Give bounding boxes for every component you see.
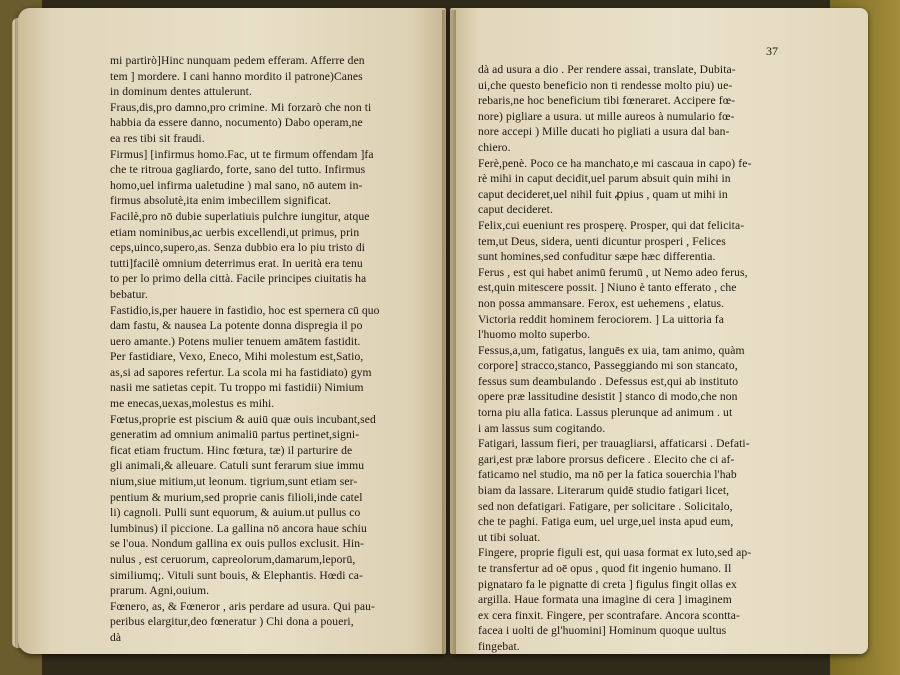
right-page-text-line: est,quin mitescere possit. ] Niuno è tanto efferato , che xyxy=(478,281,737,295)
left-page-text-line: generatim ad omnium animaliū partus pertinet,signi- xyxy=(110,428,360,442)
right-page-text-line: Fatigari, lassum fieri, per trauagliarsi, affaticarsi . Defati- xyxy=(478,437,750,451)
left-page-text-line: Firmus] [infirmus homo.Fac, ut te firmum offendam ]fa xyxy=(110,147,374,161)
right-page-text-line: chiero. xyxy=(478,140,511,154)
right-page-text-line: tem,ut Deus, sidera, uenti dicuntur prosperi , Felices xyxy=(478,234,726,248)
right-page xyxy=(450,8,868,654)
left-page-text-line: etiam nominibus,ac uerbis excellendi,ut primus, prin xyxy=(110,225,360,239)
right-page-text-line: rebaris,ne hoc beneficium tibi fœneraret. Accipere fœ- xyxy=(478,94,736,108)
right-page-text-line: Victoria reddit hominem ferociorem. ] La uittoria fa xyxy=(478,312,724,326)
left-page-text-line: tutti]facilè omnium deterrimus erat. In uerità era tenu xyxy=(110,256,363,270)
left-page-text-line: habbia da essere danno, nocumento) Dabo operam,ne xyxy=(110,116,363,130)
left-page-text-line: bebatur. xyxy=(110,287,148,301)
page-number: 37 xyxy=(766,44,778,58)
left-page-text-line: peribus elargitur,deo fœneratur ) Chi dona a poueri, xyxy=(110,615,354,629)
right-page-text-line: rè mihi in caput decidit,uel parum absuit quin mihi in xyxy=(478,172,731,186)
left-page-text-line: prarum. Agni,ouium. xyxy=(110,584,210,598)
right-page-text-line: Fingere, proprie figuli est, qui uasa format ex luto,sed ap- xyxy=(478,546,752,560)
left-page-text-line: che te ritroua gagliardo, forte, sano del tutto. Infirmus xyxy=(110,163,366,177)
left-page-text-line: Per fastidiare, Vexo, Eneco, Mihi molestum est,Satio, xyxy=(110,350,364,364)
right-page-text-line: te transfertur ad oē opus , quod fit ingenio humano. Il xyxy=(478,562,732,575)
left-page-text-line: Fastidio,is,per hauere in fastidio, hoc est spernera cū quo xyxy=(110,303,380,317)
left-page-text-line: gli animali,& alleuare. Catuli sunt ferarum siue immu xyxy=(110,459,365,473)
right-page-text-line: non possa ammansare. Ferox, est uehemens , elatus. xyxy=(478,296,725,310)
left-page-text-line: dam fastu, & nausea La potente donna dispregia il po xyxy=(110,319,363,333)
right-page-text-line: dà ad usura a dio . Per rendere assai, translate, Dubita- xyxy=(478,63,736,76)
left-page-text-line: Fraus,dis,pro damno,pro crimine. Mi forzarò che non ti xyxy=(110,100,372,114)
right-page-text-line: opere præ lassitudine desistit ] stanco di modo,che non xyxy=(478,390,738,404)
left-page-text-line: Fœnero, as, & Fœneror , aris perdare ad usura. Qui pau- xyxy=(110,599,375,613)
left-page-text-line: ceps,uinco,supero,as. Senza dubbio era lo piu tristo di xyxy=(110,241,366,255)
left-page-text-line: firmus absolutè,ita enim imbecillem significat. xyxy=(110,194,332,208)
right-page-text-line: biam da lassare. Literarum quidē studio fatigari licet, xyxy=(478,484,730,498)
left-page-text-line: ea res tibi sit fraudi. xyxy=(110,131,205,145)
left-page-text-line: mi partirò]Hinc nunquam pedem efferam. Afferre den xyxy=(110,54,365,67)
open-book xyxy=(18,8,868,663)
left-page-text-line: nasii me satietas cepit. Tu troppo mi fastidii) Nimium xyxy=(110,381,364,395)
left-page-text-line: lumbinus) il piccione. La gallina nō ancora haue schiu xyxy=(110,521,367,535)
right-page-text-line: facea i uolti de gl'huomini] Hominum quoque uultus xyxy=(478,624,727,638)
right-page-text xyxy=(478,62,751,654)
left-page-text-line: in dominum dentes attulerunt. xyxy=(110,85,253,99)
right-page-text-line: caput decideret,uel nihil fuit ꝓpius , quam ut mihi in xyxy=(478,187,728,201)
right-page-text-line: ui,che questo beneficio non ti rendesse molto piu) ue- xyxy=(478,78,733,92)
right-page-text-line: sed non defatigari. Fatigare, per solicitare . Solicitalo, xyxy=(478,499,733,513)
right-page-text-line: fessus sum deambulando . Defessus est,qui ab instituto xyxy=(478,374,739,388)
left-page-text-line: Facilè,pro nō dubie superlatiuis pulchre iungitur, atque xyxy=(110,209,370,223)
left-page-text-line: dà xyxy=(110,630,122,644)
left-page-text-line: to per lo primo della città. Facile principes ciuitatis ha xyxy=(110,272,367,286)
right-page-text-line: corpore] stracco,stanco, Passeggiando mi son stancato, xyxy=(478,359,738,373)
left-page-text-line: se l'oua. Nondum gallina ex ouis pullos exclusit. Hin- xyxy=(110,537,365,551)
right-page-text-line: sunt homines,sed confuditur sæpe hæc differentia. xyxy=(478,250,716,264)
left-page-text-line: nulus , est ceruorum, capreolorum,damarum,leporū, xyxy=(110,553,356,566)
right-page-text-line: argilla. Haue formata una imagine di cera ] imaginem xyxy=(478,593,732,607)
right-page-text-line: nore) pigliare a usura. ut mille aureos à numulario fœ- xyxy=(478,109,735,123)
left-page-text-line: li) cagnoli. Pulli sunt equorum, & auium.ut pullus co xyxy=(110,506,361,520)
right-page-text-line: ex cera finxit. Fingere, per scontrafare. Ancora scontta- xyxy=(478,608,740,622)
left-page xyxy=(18,8,446,654)
right-page-text-line: Ferus , est qui habet animū ferumū , ut Nemo adeo ferus, xyxy=(478,265,748,279)
right-page-text-line: che te paghi. Fatiga eum, uel urge,uel insta apud eum, xyxy=(478,515,734,529)
right-page-text-line: faticamo nel studio, ma nō per la fatica souerchia l'hab xyxy=(478,468,737,482)
right-page-text-line: l'huomo molto superbo. xyxy=(478,328,591,342)
left-page-text-line: Fœtus,proprie est piscium & auiū quæ ouis incubant,sed xyxy=(110,412,376,426)
right-page-text-line: torna piu alla fatica. Lassus plerunque ad animum . ut xyxy=(478,406,733,420)
right-page-text-line: Felix,cui eueniunt res prosperę. Prosper, qui dat felicita- xyxy=(478,218,745,232)
left-page-text-line: nium,siue mitium,ut leonum. tigrium,sunt etiam ser- xyxy=(110,475,358,489)
left-page-text-line: as,si ad sapores refertur. La scola mi ha fastidiato) gym xyxy=(110,365,372,379)
right-page-text-line: gari,est præ labore prorsus deficere . Elecito che ci af- xyxy=(478,452,735,466)
right-page-text-line: Fessus,a,um, fatigatus, languēs ex uia, tam animo, quàm xyxy=(478,343,745,357)
left-page-text-line: homo,uel infirma ualetudine ) mal sano, nō autem in- xyxy=(110,178,363,192)
right-page-text-line: caput decideret. xyxy=(478,203,553,217)
book-gutter xyxy=(442,10,456,656)
right-page-text-line: Ferè,penè. Poco ce ha manchato,e mi cascaua in capo) fe- xyxy=(478,156,752,170)
left-page-text-line: similiumq;. Vituli sunt bouis, & Elephantis. Hœdi ca- xyxy=(110,568,364,582)
right-page-text-line: pignataro fa le pignatte di creta ] figulus fingit ollas ex xyxy=(478,577,737,591)
left-page-text-line: tem ] mordere. I cani hanno mordito il patrone)Canes xyxy=(110,69,363,83)
left-page-text xyxy=(110,53,380,646)
left-page-text-line: pentium & murium,sed proprie canis filioli,inde catel xyxy=(110,490,363,504)
left-page-text-line: me enecas,uexas,molestus es mihi. xyxy=(110,397,275,411)
right-page-text-line: fingebat. xyxy=(478,639,520,653)
right-page-text-line: nore accepi ) Mille ducati ho pigliati a usura dal ban- xyxy=(478,125,730,139)
right-page-text-line: i am lassus sum cogitando. xyxy=(478,421,606,435)
left-page-text-line: uero amante.) Potens mulier tenuem amātem fastidit. xyxy=(110,334,361,348)
right-page-text-line: ut tibi soluat. xyxy=(478,530,541,544)
left-page-text-line: ficat etiam fructum. Hinc fœtura, tæ) il parturire de xyxy=(110,443,353,457)
